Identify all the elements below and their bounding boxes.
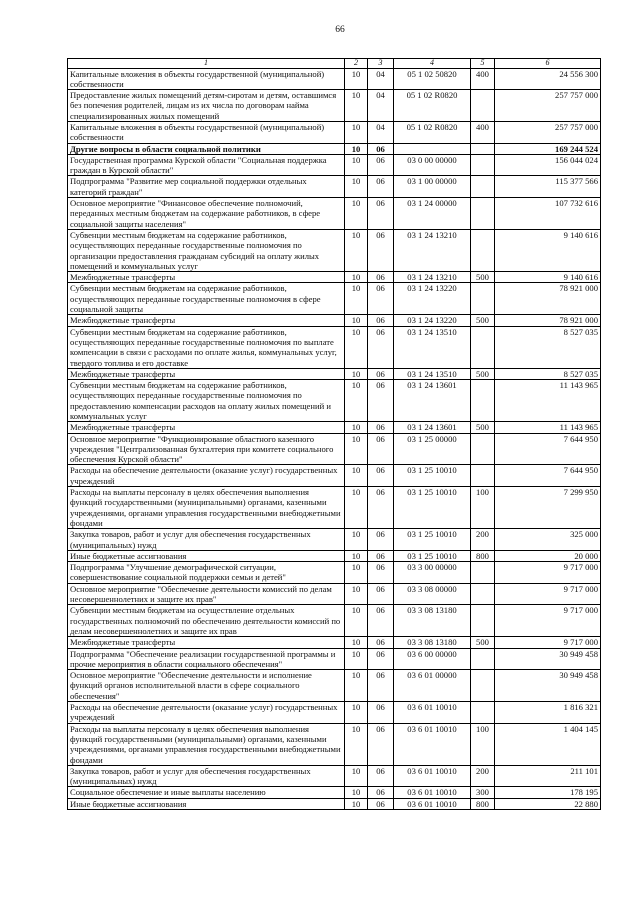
cell-name: Межбюджетные трансферты [68,315,345,326]
table-row [68,723,601,765]
cell-target-article: 03 1 24 13220 [394,283,471,315]
table-body [68,68,601,809]
budget-table [67,58,601,810]
cell-expense-type: 200 [471,765,495,787]
cell-name: Основное мероприятие "Обеспечение деятельности комиссий по делам несовершеннолетних и защите их прав" [68,583,345,605]
cell-name: Расходы на выплаты персоналу в целях обеспечения выполнения функций государственными (муниципальными) органами, казенными учреждениями, органами управления государственными внебюджетными фондами [68,723,345,765]
table-row [68,315,601,326]
cell-name: Иные бюджетные ассигнования [68,798,345,809]
cell-amount: 115 377 566 [495,176,601,198]
cell-expense-type [471,605,495,637]
cell-target-article: 03 0 00 00000 [394,154,471,176]
cell-target-article: 03 1 24 13220 [394,315,471,326]
cell-name: Субвенции местным бюджетам на содержание работников, осуществляющих переданные государственные полномочия в сфере социальной защиты [68,283,345,315]
table-row [68,605,601,637]
cell-section: 10 [345,121,368,143]
cell-section: 10 [345,670,368,702]
cell-target-article: 03 6 01 00000 [394,670,471,702]
cell-name: Межбюджетные трансферты [68,272,345,283]
page-number: 66 [335,25,345,35]
cell-expense-type [471,702,495,724]
cell-subsection: 06 [368,605,394,637]
table-row [68,368,601,379]
cell-section: 10 [345,798,368,809]
cell-name: Межбюджетные трансферты [68,637,345,648]
table-row [68,433,601,465]
cell-amount: 9 717 000 [495,637,601,648]
cell-name: Субвенции местным бюджетам на содержание работников, осуществляющих переданные государственные полномочия по выплате компенсации в связи с расходами по оплате жилья, коммунальных услуг, твердого топлива и его доставке [68,326,345,368]
cell-amount: 11 143 965 [495,422,601,433]
cell-section: 10 [345,605,368,637]
cell-target-article: 03 1 24 13210 [394,229,471,271]
cell-section: 10 [345,487,368,529]
cell-target-article: 03 1 25 10010 [394,529,471,551]
cell-section: 10 [345,143,368,154]
cell-subsection: 06 [368,648,394,670]
cell-subsection: 06 [368,283,394,315]
cell-amount: 1 404 145 [495,723,601,765]
cell-name: Подпрограмма "Обеспечение реализации государственной программы и прочие мероприятия в области социального обеспечения" [68,648,345,670]
table-row [68,422,601,433]
cell-amount: 7 644 950 [495,433,601,465]
cell-subsection: 06 [368,326,394,368]
cell-name: Закупка товаров, работ и услуг для обеспечения государственных (муниципальных) нужд [68,529,345,551]
table-row [68,562,601,584]
cell-name: Государственная программа Курской области "Социальная поддержка граждан в Курской области" [68,154,345,176]
cell-target-article: 03 3 08 00000 [394,583,471,605]
cell-section: 10 [345,368,368,379]
cell-target-article: 03 1 25 10010 [394,550,471,561]
cell-section: 10 [345,68,368,90]
cell-target-article: 05 1 02 R0820 [394,121,471,143]
cell-subsection: 06 [368,529,394,551]
cell-target-article: 03 6 01 10010 [394,787,471,798]
cell-subsection: 06 [368,198,394,230]
cell-name: Расходы на обеспечение деятельности (оказание услуг) государственных учреждений [68,465,345,487]
cell-subsection: 06 [368,787,394,798]
cell-expense-type [471,154,495,176]
cell-name: Субвенции местным бюджетам на содержание работников, осуществляющих переданные государственные полномочия по организации предоставления гражданам субсидий на оплату жилых помещений и коммунальных услуг [68,229,345,271]
cell-name: Капитальные вложения в объекты государственной (муниципальной) собственности [68,121,345,143]
cell-target-article: 03 1 24 00000 [394,198,471,230]
cell-amount: 30 949 458 [495,670,601,702]
cell-subsection: 04 [368,121,394,143]
cell-expense-type: 800 [471,798,495,809]
cell-subsection: 06 [368,670,394,702]
cell-section: 10 [345,637,368,648]
cell-section: 10 [345,326,368,368]
header-row [68,59,601,69]
cell-name: Расходы на выплаты персоналу в целях обеспечения выполнения функций государственными (муниципальными) органами, казенными учреждениями, органами управления государственными внебюджетными фондами [68,487,345,529]
cell-expense-type [471,198,495,230]
cell-expense-type [471,326,495,368]
cell-expense-type [471,380,495,422]
cell-amount: 9 140 616 [495,229,601,271]
cell-amount: 78 921 000 [495,283,601,315]
cell-target-article: 03 1 25 10010 [394,465,471,487]
cell-section: 10 [345,433,368,465]
table-row [68,648,601,670]
cell-subsection: 04 [368,68,394,90]
cell-amount: 257 757 000 [495,90,601,122]
cell-subsection: 06 [368,176,394,198]
table-row [68,465,601,487]
cell-expense-type: 400 [471,121,495,143]
cell-name: Капитальные вложения в объекты государственной (муниципальной) собственности [68,68,345,90]
cell-name: Основное мероприятие "Финансовое обеспечение полномочий, переданных местным бюджетам на содержание работников, в сфере социальной защиты населения" [68,198,345,230]
cell-amount: 8 527 035 [495,326,601,368]
header-col-2: 2 [345,59,368,69]
cell-amount: 257 757 000 [495,121,601,143]
cell-target-article: 03 1 25 10010 [394,487,471,529]
cell-section: 10 [345,702,368,724]
cell-section: 10 [345,283,368,315]
cell-expense-type: 100 [471,487,495,529]
cell-amount: 7 299 950 [495,487,601,529]
cell-subsection: 06 [368,143,394,154]
cell-name: Субвенции местным бюджетам на содержание работников, осуществляющих переданные государственные полномочия по предоставлению компенсации расходов на оплату жилых помещений и коммунальных услуг [68,380,345,422]
table-row [68,637,601,648]
cell-amount: 9 140 616 [495,272,601,283]
cell-section: 10 [345,154,368,176]
cell-expense-type [471,465,495,487]
cell-expense-type: 800 [471,550,495,561]
cell-amount: 9 717 000 [495,583,601,605]
cell-subsection: 06 [368,487,394,529]
table-row [68,283,601,315]
cell-target-article: 03 1 25 00000 [394,433,471,465]
cell-target-article: 03 1 24 13601 [394,422,471,433]
cell-subsection: 06 [368,798,394,809]
cell-expense-type [471,176,495,198]
cell-name: Расходы на обеспечение деятельности (оказание услуг) государственных учреждений [68,702,345,724]
table-row [68,121,601,143]
cell-expense-type [471,562,495,584]
cell-amount: 11 143 965 [495,380,601,422]
cell-subsection: 06 [368,702,394,724]
table-row [68,702,601,724]
cell-target-article: 03 6 01 10010 [394,798,471,809]
cell-subsection: 06 [368,380,394,422]
cell-section: 10 [345,550,368,561]
cell-subsection: 04 [368,90,394,122]
header-col-5: 5 [471,59,495,69]
cell-section: 10 [345,465,368,487]
cell-name: Основное мероприятие "Обеспечение деятельности и исполнение функций органов исполнительной власти в сфере социального обеспечения" [68,670,345,702]
cell-subsection: 06 [368,272,394,283]
cell-amount: 22 880 [495,798,601,809]
cell-section: 10 [345,198,368,230]
cell-amount: 78 921 000 [495,315,601,326]
cell-amount: 325 000 [495,529,601,551]
cell-amount: 156 044 024 [495,154,601,176]
cell-amount: 24 556 300 [495,68,601,90]
cell-section: 10 [345,648,368,670]
cell-target-article: 03 6 00 00000 [394,648,471,670]
cell-expense-type: 500 [471,422,495,433]
cell-target-article: 03 1 24 13510 [394,368,471,379]
table-row [68,90,601,122]
cell-name: Основное мероприятие "Функционирование областного казенного учреждения "Централизованная бухгалтерия при комитете социального обеспечения Курской области" [68,433,345,465]
cell-expense-type: 200 [471,529,495,551]
cell-section: 10 [345,176,368,198]
cell-expense-type: 500 [471,315,495,326]
cell-expense-type [471,229,495,271]
table-row [68,326,601,368]
table-row [68,550,601,561]
table-row [68,272,601,283]
cell-target-article: 03 6 01 10010 [394,702,471,724]
table-row [68,798,601,809]
cell-amount: 178 195 [495,787,601,798]
cell-expense-type [471,90,495,122]
header-col-6: 6 [495,59,601,69]
cell-expense-type [471,670,495,702]
cell-subsection: 06 [368,583,394,605]
cell-expense-type [471,583,495,605]
cell-target-article: 03 6 01 10010 [394,723,471,765]
cell-amount: 9 717 000 [495,562,601,584]
table-row [68,198,601,230]
table-row [68,670,601,702]
cell-subsection: 06 [368,315,394,326]
cell-subsection: 06 [368,154,394,176]
cell-target-article: 03 1 24 13210 [394,272,471,283]
table-row [68,68,601,90]
table-row [68,154,601,176]
table-row [68,765,601,787]
cell-expense-type [471,648,495,670]
cell-section: 10 [345,583,368,605]
cell-expense-type: 400 [471,68,495,90]
cell-name: Предоставление жилых помещений детям-сиротам и детям, оставшимся без попечения родителей, лицам из их числа по договорам найма специализированных жилых помещений [68,90,345,122]
cell-name: Подпрограмма "Развитие мер социальной поддержки отдельных категорий граждан" [68,176,345,198]
cell-name: Межбюджетные трансферты [68,422,345,433]
table-row [68,176,601,198]
cell-expense-type: 100 [471,723,495,765]
cell-amount: 107 732 616 [495,198,601,230]
table-row [68,583,601,605]
cell-name: Подпрограмма "Улучшение демографической ситуации, совершенствование социальной поддержки семьи и детей" [68,562,345,584]
cell-subsection: 06 [368,229,394,271]
cell-amount: 30 949 458 [495,648,601,670]
cell-target-article: 03 1 24 13601 [394,380,471,422]
cell-expense-type: 500 [471,637,495,648]
cell-subsection: 06 [368,723,394,765]
cell-expense-type [471,433,495,465]
cell-section: 10 [345,422,368,433]
cell-name: Закупка товаров, работ и услуг для обеспечения государственных (муниципальных) нужд [68,765,345,787]
cell-expense-type: 300 [471,787,495,798]
cell-section: 10 [345,765,368,787]
cell-name: Иные бюджетные ассигнования [68,550,345,561]
cell-subsection: 06 [368,368,394,379]
cell-target-article: 03 1 00 00000 [394,176,471,198]
cell-section: 10 [345,315,368,326]
table-row [68,143,601,154]
table-row [68,487,601,529]
cell-section: 10 [345,787,368,798]
cell-target-article: 05 1 02 R0820 [394,90,471,122]
cell-section: 10 [345,562,368,584]
header-col-3: 3 [368,59,394,69]
cell-section: 10 [345,723,368,765]
table-row [68,380,601,422]
cell-subsection: 06 [368,550,394,561]
cell-subsection: 06 [368,465,394,487]
cell-subsection: 06 [368,422,394,433]
table-header [68,59,601,69]
header-col-1: 1 [68,59,345,69]
table-row [68,787,601,798]
cell-target-article: 03 3 08 13180 [394,637,471,648]
cell-target-article [394,143,471,154]
cell-subsection: 06 [368,637,394,648]
cell-section: 10 [345,529,368,551]
cell-name: Другие вопросы в области социальной политики [68,143,345,154]
cell-name: Субвенции местным бюджетам на осуществление отдельных государственных полномочий по обеспечению деятельности комиссий по делам несовершеннолетних и защите их прав [68,605,345,637]
cell-name: Социальное обеспечение и иные выплаты населению [68,787,345,798]
cell-section: 10 [345,229,368,271]
cell-target-article: 03 1 24 13510 [394,326,471,368]
cell-expense-type: 500 [471,368,495,379]
cell-target-article: 03 6 01 10010 [394,765,471,787]
cell-subsection: 06 [368,562,394,584]
cell-amount: 1 816 321 [495,702,601,724]
cell-expense-type: 500 [471,272,495,283]
cell-amount: 9 717 000 [495,605,601,637]
cell-expense-type [471,143,495,154]
cell-section: 10 [345,272,368,283]
cell-target-article: 05 1 02 50820 [394,68,471,90]
cell-amount: 8 527 035 [495,368,601,379]
cell-section: 10 [345,380,368,422]
table-row [68,529,601,551]
cell-target-article: 03 3 00 00000 [394,562,471,584]
cell-amount: 20 000 [495,550,601,561]
cell-amount: 169 244 524 [495,143,601,154]
cell-subsection: 06 [368,433,394,465]
cell-section: 10 [345,90,368,122]
cell-name: Межбюджетные трансферты [68,368,345,379]
cell-expense-type [471,283,495,315]
cell-amount: 7 644 950 [495,465,601,487]
cell-target-article: 03 3 08 13180 [394,605,471,637]
cell-subsection: 06 [368,765,394,787]
header-col-4: 4 [394,59,471,69]
cell-amount: 211 101 [495,765,601,787]
table-row [68,229,601,271]
